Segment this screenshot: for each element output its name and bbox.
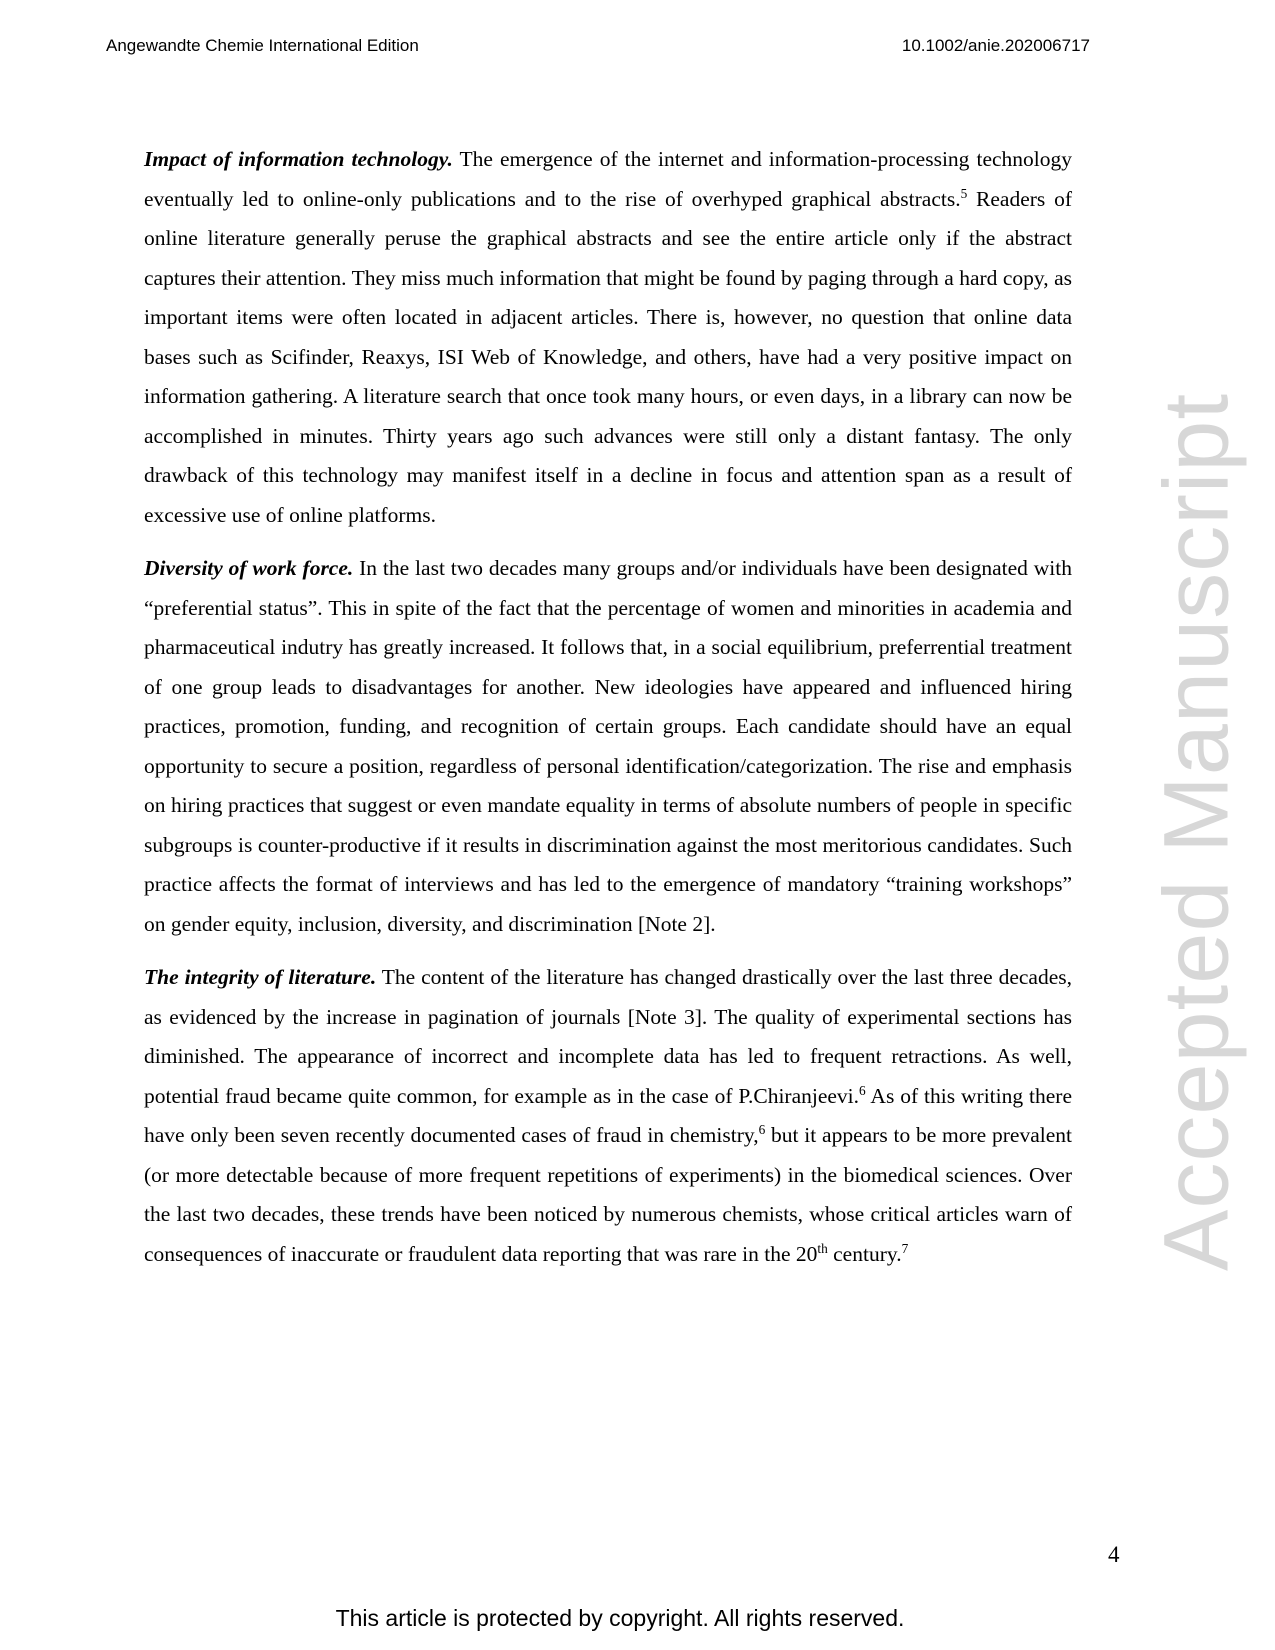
journal-name: Angewandte Chemie International Edition — [106, 36, 419, 55]
paragraph-lead: The integrity of literature. — [144, 965, 377, 989]
paragraph-3 — [144, 958, 1072, 1274]
paragraph-text: but it appears to be more prevalent (or more detectable because of more frequent repetitions of experiments) in the biomedical sciences. Over the last two decades, these trends have been noticed by numerous chemists, whose critical articles warn of consequences of inaccurate or fraudulent data reporting that was rare in the 20 — [144, 1123, 1072, 1266]
paragraph-text: The content of the literature has changed drastically over the last three decades, as evidenced by the increase in pagination of journals [Note 3]. The quality of experimental sections has diminished. The appearance of incorrect and incomplete data has led to frequent retractions. As well, potential fraud became quite common, for example as in the case of P.Chiranjeevi. — [144, 965, 1072, 1108]
superscript-reference: 7 — [901, 1240, 909, 1256]
article-body — [144, 140, 1072, 1288]
paragraph-2 — [144, 549, 1072, 944]
page-header — [106, 36, 1090, 56]
paragraph-text: The emergence of the internet and information-processing technology eventually led to online-only publications and to the rise of overhyped graphical abstracts. — [144, 147, 1073, 211]
copyright-footer: This article is protected by copyright. All rights reserved. — [335, 1605, 905, 1631]
superscript-reference: 6 — [859, 1082, 866, 1098]
paragraph-text: Readers of online literature generally peruse the graphical abstracts and see the entire article only if the abstract captures their attention. They miss much information that might be found by paging through a hard copy, as important items were often located in adjacent articles. There is, however, no question that online data bases such as Scifinder, Reaxys, ISI Web of Knowledge, and others, have had a very positive impact on information gathering. A literature search that once took many hours, or even days, in a library can now be accomplished in minutes. Thirty years ago such advances were still only a distant fantasy. The only drawback of this technology may manifest itself in a decline in focus and attention span as a result of excessive use of online platforms. — [144, 186, 1072, 527]
paragraph-lead: Impact of information technology. — [144, 147, 453, 171]
paragraph-text: In the last two decades many groups and/or individuals have been designated with “preferential status”. This in spite of the fact that the percentage of women and minorities in academia and pharmaceutical indutry has greatly increased. It follows that, in a social equilibrium, preferrential treatment of one group leads to disadvantages for another. New ideologies have appeared and influenced hiring practices, promotion, funding, and recognition of certain groups. Each candidate should have an equal opportunity to secure a position, regardless of personal identification/categorization. The rise and emphasis on hiring practices that suggest or even mandate equality in terms of absolute numbers of people in specific subgroups is counter-productive if it results in discrimination against the most meritorious candidates. Such practice affects the format of interviews and has led to the emergence of mandatory “training workshops” on gender equity, inclusion, diversity, and discrimination [Note 2]. — [144, 556, 1072, 936]
superscript-reference: 5 — [960, 185, 968, 201]
superscript-reference: th — [817, 1240, 828, 1256]
paragraph-1 — [144, 140, 1072, 535]
paragraph-text: As of this writing there have only been seven recently documented cases of fraud in chemistry, — [144, 1083, 1072, 1147]
superscript-reference: 6 — [758, 1121, 766, 1137]
paragraph-text: century. — [827, 1241, 902, 1266]
accepted-manuscript-watermark: Accepted Manuscript — [1145, 392, 1248, 1272]
paragraph-lead: Diversity of work force. — [144, 556, 354, 580]
doi: 10.1002/anie.202006717 — [901, 36, 1090, 55]
page-number: 4 — [1108, 1542, 1120, 1567]
